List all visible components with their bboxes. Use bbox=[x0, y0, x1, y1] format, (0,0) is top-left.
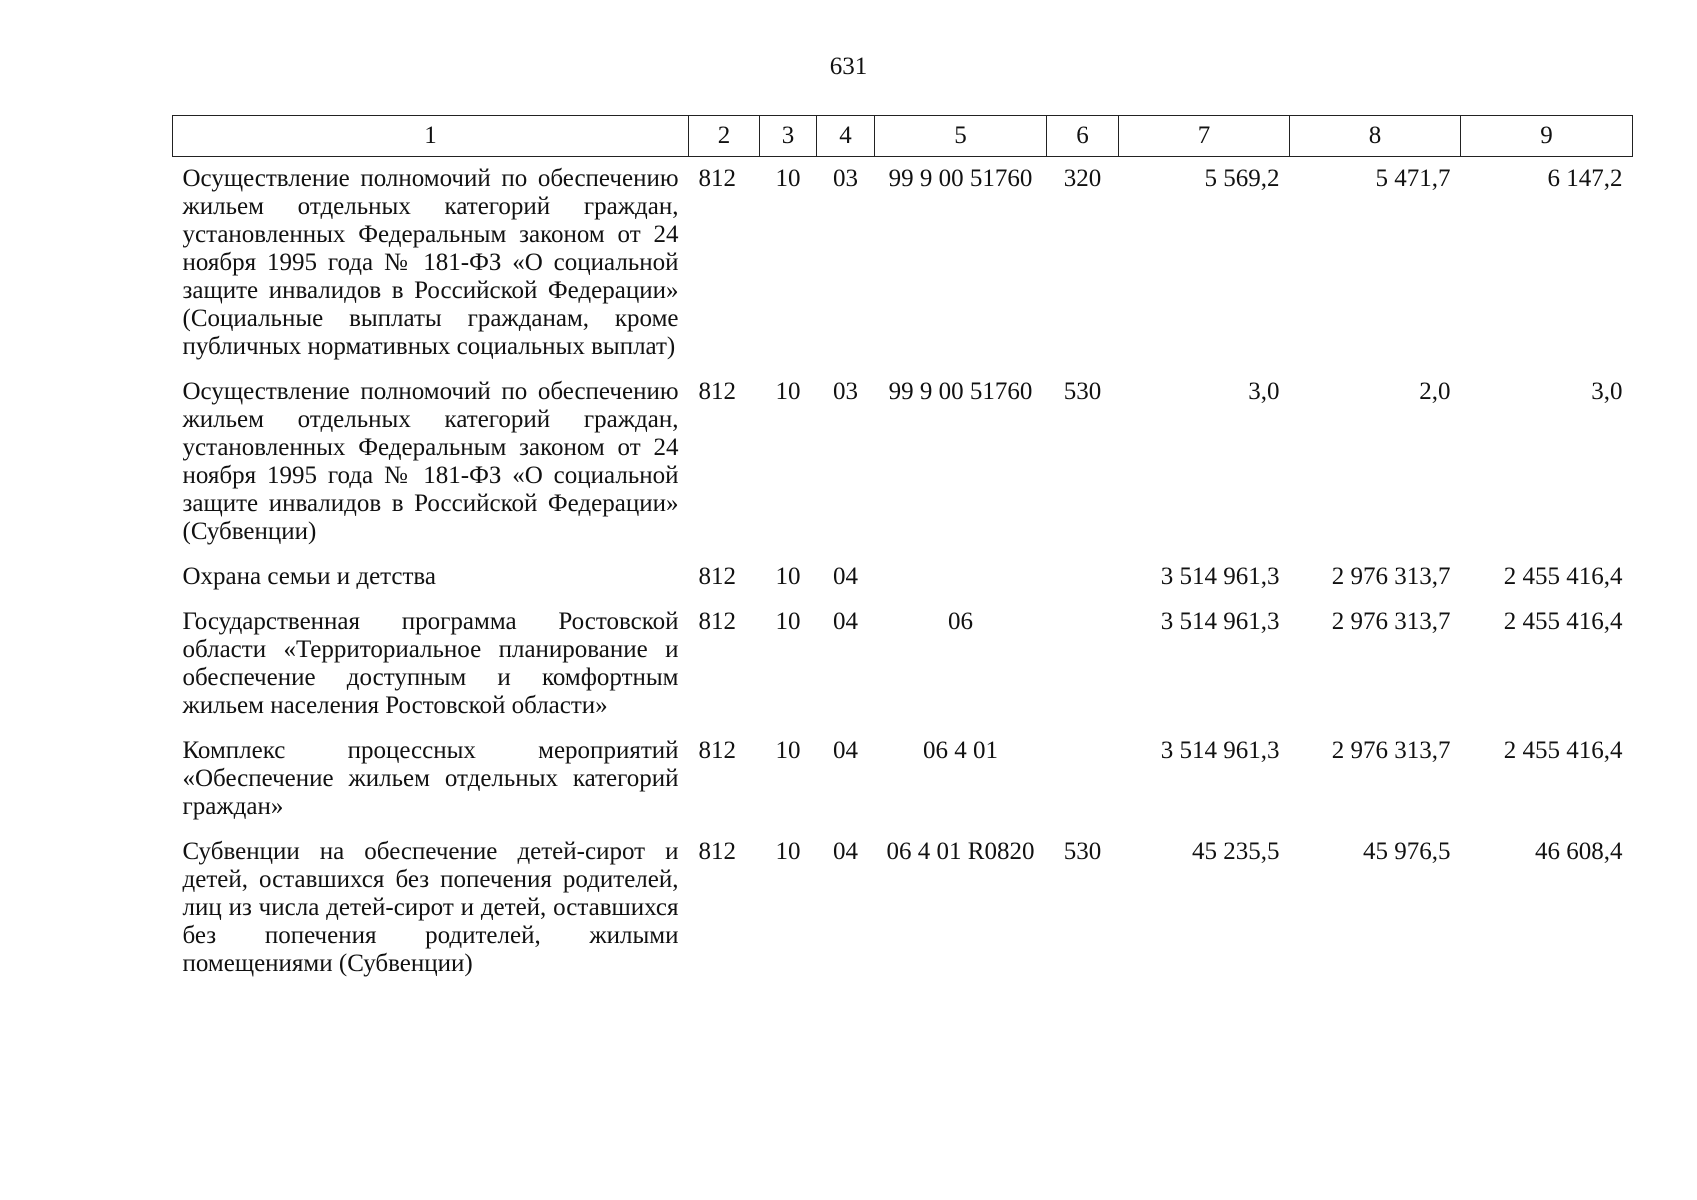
table-row bbox=[173, 157, 1633, 371]
ministry-code: 812 bbox=[698, 378, 736, 405]
section-code: 10 bbox=[775, 608, 801, 635]
amount-col-8: 5 471,7 bbox=[1375, 165, 1451, 192]
expense-type-code bbox=[1047, 729, 1119, 830]
amount-col-7: 3 514 961,3 bbox=[1160, 563, 1280, 590]
ministry-code: 812 bbox=[698, 838, 736, 865]
amount-col-9: 3,0 bbox=[1591, 378, 1623, 405]
column-number-header-row bbox=[173, 116, 1633, 157]
column-number-header: 7 bbox=[1119, 116, 1290, 157]
amount-col-7: 3 514 961,3 bbox=[1160, 608, 1280, 635]
column-number-header: 6 bbox=[1047, 116, 1119, 157]
target-article-code: 06 bbox=[948, 608, 973, 635]
section-code: 10 bbox=[775, 563, 801, 590]
section-code: 10 bbox=[775, 737, 801, 764]
expense-type-code: 530 bbox=[1063, 378, 1102, 405]
subsection-code: 04 bbox=[833, 737, 858, 764]
subsection-code: 04 bbox=[833, 563, 858, 590]
ministry-code: 812 bbox=[698, 563, 736, 590]
table-row bbox=[173, 555, 1633, 600]
item-description: Комплекс процессных мероприятий «Обеспечение жильем отдельных категорий граждан» bbox=[182, 737, 679, 820]
column-number-header: 8 bbox=[1290, 116, 1461, 157]
column-number-header: 4 bbox=[817, 116, 875, 157]
subsection-code: 03 bbox=[833, 165, 858, 192]
item-description: Субвенции на обеспечение детей-сирот и детей, оставшихся без попечения родителей, лиц из числа детей-сирот и детей, оставшихся без попечения родителей, жилыми помещениями (Субвенции) bbox=[182, 838, 679, 977]
amount-col-7: 45 235,5 bbox=[1192, 838, 1280, 865]
amount-col-7: 3,0 bbox=[1248, 378, 1280, 405]
table-row bbox=[173, 370, 1633, 555]
amount-col-7: 5 569,2 bbox=[1204, 165, 1280, 192]
amount-col-7: 3 514 961,3 bbox=[1160, 737, 1280, 764]
amount-col-9: 6 147,2 bbox=[1547, 165, 1623, 192]
amount-col-8: 2 976 313,7 bbox=[1331, 737, 1451, 764]
table-row bbox=[173, 729, 1633, 830]
table-row bbox=[173, 830, 1633, 987]
subsection-code: 04 bbox=[833, 608, 858, 635]
table-row bbox=[173, 600, 1633, 729]
amount-col-9: 46 608,4 bbox=[1535, 838, 1623, 865]
column-number-header: 2 bbox=[689, 116, 760, 157]
expense-type-code: 320 bbox=[1063, 165, 1102, 192]
budget-table bbox=[172, 115, 1633, 987]
amount-col-9: 2 455 416,4 bbox=[1503, 737, 1623, 764]
expense-type-code bbox=[1047, 600, 1119, 729]
amount-col-8: 2 976 313,7 bbox=[1331, 608, 1451, 635]
column-number-header: 1 bbox=[173, 116, 689, 157]
section-code: 10 bbox=[775, 165, 801, 192]
expense-type-code: 530 bbox=[1063, 838, 1102, 865]
subsection-code: 03 bbox=[833, 378, 858, 405]
ministry-code: 812 bbox=[698, 737, 736, 764]
subsection-code: 04 bbox=[833, 838, 858, 865]
ministry-code: 812 bbox=[698, 608, 736, 635]
target-article-code: 06 4 01 bbox=[923, 737, 998, 764]
item-description: Государственная программа Ростовской области «Территориальное планирование и обеспечение доступным и комфортным жильем населения Ростовской области» bbox=[182, 608, 679, 719]
amount-col-9: 2 455 416,4 bbox=[1503, 608, 1623, 635]
column-number-header: 5 bbox=[875, 116, 1047, 157]
page-number: 631 bbox=[829, 53, 868, 80]
target-article-code bbox=[875, 555, 1047, 600]
item-description: Охрана семьи и детства bbox=[182, 563, 436, 590]
target-article-code: 99 9 00 51760 bbox=[888, 165, 1033, 192]
amount-col-8: 45 976,5 bbox=[1363, 838, 1451, 865]
target-article-code: 06 4 01 R0820 bbox=[886, 838, 1035, 865]
item-description: Осуществление полномочий по обеспечению жильем отдельных категорий граждан, установленных Федеральным законом от 24 ноября 1995 года № 181-ФЗ «О социальной защите инвалидов в Российской Федерации» (Социальные выплаты гражданам, кроме публичных нормативных социальных выплат) bbox=[182, 165, 679, 360]
amount-col-9: 2 455 416,4 bbox=[1503, 563, 1623, 590]
column-number-header: 9 bbox=[1461, 116, 1633, 157]
amount-col-8: 2,0 bbox=[1419, 378, 1451, 405]
item-description: Осуществление полномочий по обеспечению жильем отдельных категорий граждан, установленных Федеральным законом от 24 ноября 1995 года № 181-ФЗ «О социальной защите инвалидов в Российской Федерации» (Субвенции) bbox=[182, 378, 679, 545]
target-article-code: 99 9 00 51760 bbox=[888, 378, 1033, 405]
expense-type-code bbox=[1047, 555, 1119, 600]
ministry-code: 812 bbox=[698, 165, 736, 192]
column-number-header: 3 bbox=[760, 116, 817, 157]
section-code: 10 bbox=[775, 378, 801, 405]
section-code: 10 bbox=[775, 838, 801, 865]
amount-col-8: 2 976 313,7 bbox=[1331, 563, 1451, 590]
